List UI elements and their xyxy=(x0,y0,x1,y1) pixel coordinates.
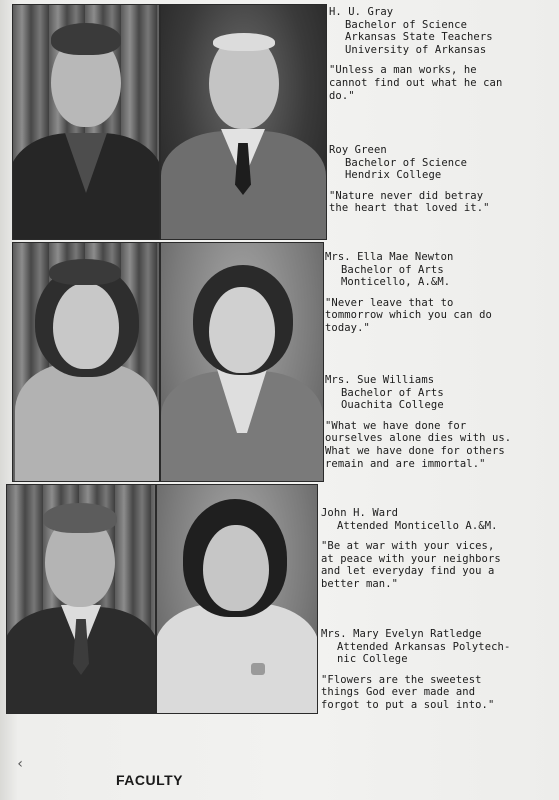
faculty-credential: nic College xyxy=(337,653,408,666)
faculty-quote: "Never leave that to tommorrow which you can do today." xyxy=(325,296,492,334)
faculty-name: Mrs. Sue Williams xyxy=(325,374,435,386)
faculty-credential: Bachelor of Arts xyxy=(341,386,444,399)
portrait-photo-man-3 xyxy=(6,484,156,714)
faculty-credential: Monticello, A.&M. xyxy=(341,276,451,289)
faculty-credential: Attended Arkansas Polytech- xyxy=(337,640,511,653)
binding-mark: ‹ xyxy=(16,756,25,772)
faculty-name: Mrs. Mary Evelyn Ratledge xyxy=(321,628,482,640)
portrait-photo-woman-3 xyxy=(156,484,318,714)
portrait-photo-man-1 xyxy=(12,4,160,240)
faculty-name: H. U. Gray xyxy=(329,6,394,18)
faculty-entry-4 xyxy=(325,374,511,470)
page-title: FACULTY xyxy=(116,772,184,788)
faculty-credential: Attended Monticello A.&M. xyxy=(337,519,498,532)
pin-badge xyxy=(251,663,265,675)
faculty-quote: "Be at war with your vices, at peace with your neighbors and let everyday find you a better man." xyxy=(321,540,501,590)
faculty-name: Mrs. Ella Mae Newton xyxy=(325,251,454,263)
faculty-credential: Bachelor of Science xyxy=(345,156,468,169)
faculty-credential: Bachelor of Science xyxy=(345,18,468,31)
portrait-photo-woman-2 xyxy=(160,242,324,482)
portrait-photo-man-2 xyxy=(160,4,327,240)
faculty-entry-6 xyxy=(321,628,510,712)
faculty-entry-2 xyxy=(329,144,490,215)
faculty-credential: Bachelor of Arts xyxy=(341,263,444,276)
faculty-quote: "Unless a man works, he cannot find out what he can do." xyxy=(329,64,503,102)
faculty-credential: Arkansas State Teachers xyxy=(345,31,493,44)
faculty-entry-1 xyxy=(329,6,502,102)
portrait-photo-woman-1 xyxy=(12,242,160,482)
faculty-credential: Ouachita College xyxy=(341,399,444,412)
faculty-entry-5 xyxy=(321,507,501,591)
faculty-entry-3 xyxy=(325,251,492,335)
faculty-name: John H. Ward xyxy=(321,507,399,519)
faculty-quote: "What we have done for ourselves alone dies with us. What we have done for others remain and are immortal." xyxy=(325,419,512,470)
faculty-credential: University of Arkansas xyxy=(345,43,487,56)
faculty-name: Roy Green xyxy=(329,144,387,156)
faculty-credential: Hendrix College xyxy=(345,169,442,182)
faculty-quote: "Flowers are the sweetest things God ever made and forgot to put a soul into." xyxy=(321,673,495,711)
faculty-quote: "Nature never did betray the heart that loved it." xyxy=(329,189,490,215)
